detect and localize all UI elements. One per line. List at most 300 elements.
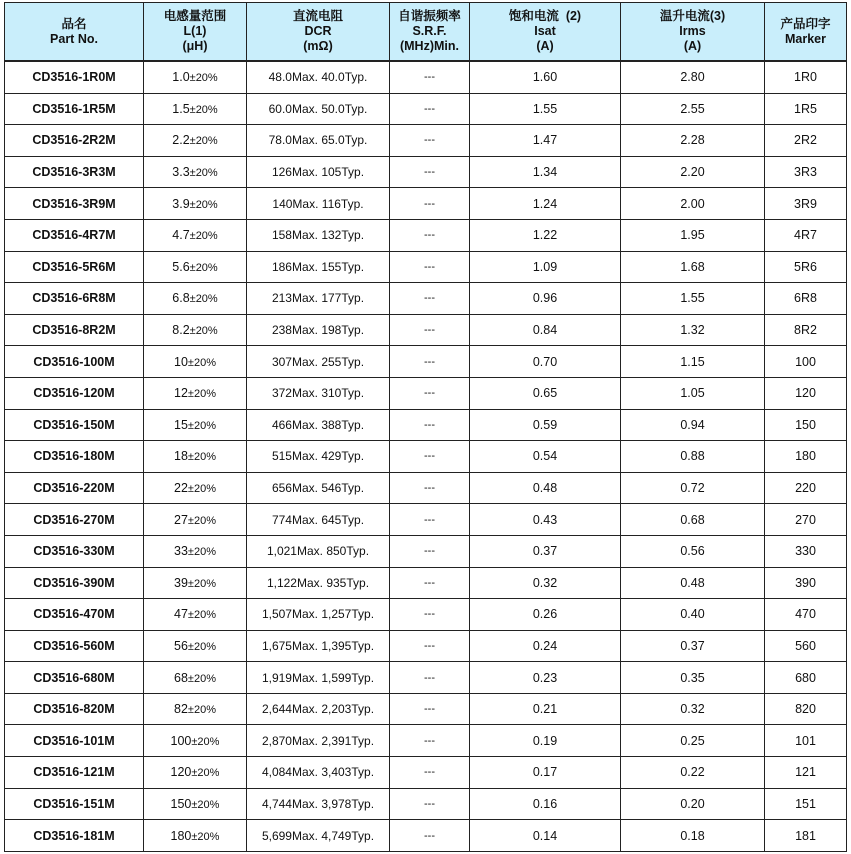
header-dcr-unit: (mΩ) bbox=[303, 39, 333, 53]
dcr-typ-suffix: Typ. bbox=[351, 607, 375, 622]
part-number-cell: CD3516-150M bbox=[5, 409, 144, 441]
inductance-value: 5.6 bbox=[172, 259, 190, 274]
table-row bbox=[5, 125, 847, 157]
dcr-typ-value: 3,403 bbox=[321, 765, 352, 780]
dcr-typ-value: 40.0 bbox=[321, 70, 345, 85]
table-row bbox=[5, 504, 847, 536]
table-row bbox=[5, 535, 847, 567]
part-number-cell: CD3516-1R0M bbox=[5, 61, 144, 93]
dcr-typ-suffix: Typ. bbox=[351, 828, 375, 843]
dcr-max-suffix: Max. bbox=[291, 796, 318, 811]
marker-cell: 270 bbox=[765, 504, 847, 536]
srf-cell: --- bbox=[390, 725, 470, 757]
marker-cell: 6R8 bbox=[765, 283, 847, 315]
isat-cell: 1.24 bbox=[470, 188, 621, 220]
irms-cell: 0.22 bbox=[621, 757, 765, 789]
table-row bbox=[5, 630, 847, 662]
dcr-max-value: 466 bbox=[271, 417, 292, 432]
inductance-value: 3.3 bbox=[172, 165, 190, 180]
inductance-tolerance: ±20% bbox=[187, 704, 216, 717]
part-number-cell: CD3516-180M bbox=[5, 441, 144, 473]
dcr-max-suffix: Max. bbox=[291, 828, 318, 843]
dcr-typ-suffix: Typ. bbox=[344, 70, 368, 85]
srf-cell: --- bbox=[390, 567, 470, 599]
marker-cell: 4R7 bbox=[765, 219, 847, 251]
dcr-max-suffix: Max. bbox=[291, 228, 318, 243]
dcr-cell bbox=[247, 283, 390, 315]
inductance-tolerance: ±20% bbox=[189, 103, 218, 116]
part-number-cell: CD3516-4R7M bbox=[5, 219, 144, 251]
marker-cell: 151 bbox=[765, 788, 847, 820]
header-isat-cn: 饱和电流 (2) bbox=[508, 9, 582, 23]
marker-cell: 390 bbox=[765, 567, 847, 599]
table-row bbox=[5, 93, 847, 125]
dcr-typ-suffix: Typ. bbox=[341, 323, 365, 338]
inductance-tolerance: ±20% bbox=[189, 72, 218, 85]
dcr-typ-suffix: Typ. bbox=[341, 165, 365, 180]
dcr-typ-value: 50.0 bbox=[321, 101, 345, 116]
isat-cell: 0.23 bbox=[470, 662, 621, 694]
header-dcr bbox=[247, 3, 390, 62]
part-number-cell: CD3516-2R2M bbox=[5, 125, 144, 157]
inductance-cell bbox=[144, 314, 247, 346]
inductance-cell bbox=[144, 504, 247, 536]
inductance-cell bbox=[144, 188, 247, 220]
dcr-typ-value: 177 bbox=[321, 291, 342, 306]
srf-cell: --- bbox=[390, 251, 470, 283]
header-srf bbox=[390, 3, 470, 62]
dcr-typ-value: 2,391 bbox=[321, 733, 352, 748]
header-part-no bbox=[5, 3, 144, 62]
marker-cell: 560 bbox=[765, 630, 847, 662]
dcr-typ-suffix: Typ. bbox=[351, 670, 375, 685]
irms-cell: 0.35 bbox=[621, 662, 765, 694]
irms-cell: 1.05 bbox=[621, 377, 765, 409]
header-srf-en: S.R.F. bbox=[412, 24, 447, 38]
dcr-max-value: 4,744 bbox=[261, 796, 292, 811]
dcr-max-value: 2,870 bbox=[261, 733, 292, 748]
srf-cell: --- bbox=[390, 61, 470, 93]
header-inductance-unit: (μH) bbox=[182, 39, 208, 53]
part-number-cell: CD3516-330M bbox=[5, 535, 144, 567]
inductance-cell bbox=[144, 820, 247, 852]
inductance-tolerance: ±20% bbox=[189, 261, 218, 274]
dcr-cell bbox=[247, 472, 390, 504]
dcr-max-value: 213 bbox=[271, 291, 292, 306]
dcr-max-suffix: Max. bbox=[291, 323, 318, 338]
inductance-value: 120 bbox=[170, 765, 192, 780]
dcr-max-suffix: Max. bbox=[291, 670, 318, 685]
inductance-tolerance: ±20% bbox=[191, 735, 220, 748]
dcr-cell bbox=[247, 377, 390, 409]
dcr-cell bbox=[247, 535, 390, 567]
srf-cell: --- bbox=[390, 188, 470, 220]
dcr-cell bbox=[247, 188, 390, 220]
dcr-typ-value: 388 bbox=[321, 417, 342, 432]
srf-cell: --- bbox=[390, 283, 470, 315]
marker-cell: 120 bbox=[765, 377, 847, 409]
irms-cell: 1.95 bbox=[621, 219, 765, 251]
table-row bbox=[5, 788, 847, 820]
isat-cell: 0.65 bbox=[470, 377, 621, 409]
srf-cell: --- bbox=[390, 662, 470, 694]
isat-cell: 0.26 bbox=[470, 599, 621, 631]
srf-cell: --- bbox=[390, 599, 470, 631]
dcr-typ-suffix: Typ. bbox=[341, 481, 365, 496]
marker-cell: 3R3 bbox=[765, 156, 847, 188]
inductance-value: 12 bbox=[174, 386, 188, 401]
dcr-cell bbox=[247, 599, 390, 631]
dcr-typ-suffix: Typ. bbox=[341, 228, 365, 243]
inductance-tolerance: ±20% bbox=[187, 514, 216, 527]
header-isat-en: Isat bbox=[534, 24, 556, 38]
dcr-cell bbox=[247, 93, 390, 125]
dcr-max-suffix: Max. bbox=[291, 765, 318, 780]
inductance-tolerance: ±20% bbox=[187, 609, 216, 622]
marker-cell: 5R6 bbox=[765, 251, 847, 283]
dcr-max-value: 1,507 bbox=[261, 607, 292, 622]
marker-cell: 100 bbox=[765, 346, 847, 378]
isat-cell: 0.17 bbox=[470, 757, 621, 789]
isat-cell: 0.96 bbox=[470, 283, 621, 315]
part-number-cell: CD3516-220M bbox=[5, 472, 144, 504]
srf-cell: --- bbox=[390, 125, 470, 157]
dcr-cell bbox=[247, 346, 390, 378]
inductance-tolerance: ±20% bbox=[187, 451, 216, 464]
irms-cell: 0.20 bbox=[621, 788, 765, 820]
part-number-cell: CD3516-470M bbox=[5, 599, 144, 631]
inductance-value: 10 bbox=[174, 354, 188, 369]
dcr-typ-suffix: Typ. bbox=[341, 354, 365, 369]
dcr-cell bbox=[247, 441, 390, 473]
inductance-cell bbox=[144, 567, 247, 599]
isat-cell: 0.14 bbox=[470, 820, 621, 852]
dcr-max-suffix: Max. bbox=[291, 417, 318, 432]
table-row bbox=[5, 472, 847, 504]
dcr-typ-suffix: Typ. bbox=[341, 512, 365, 527]
inductance-tolerance: ±20% bbox=[189, 167, 218, 180]
marker-cell: 8R2 bbox=[765, 314, 847, 346]
inductance-value: 15 bbox=[174, 417, 188, 432]
inductance-value: 6.8 bbox=[172, 291, 190, 306]
marker-cell: 470 bbox=[765, 599, 847, 631]
inductance-cell bbox=[144, 788, 247, 820]
inductance-value: 39 bbox=[174, 575, 188, 590]
dcr-typ-suffix: Typ. bbox=[341, 291, 365, 306]
irms-cell: 0.88 bbox=[621, 441, 765, 473]
dcr-max-value: 78.0 bbox=[268, 133, 292, 148]
dcr-typ-suffix: Typ. bbox=[341, 449, 365, 464]
inductance-tolerance: ±20% bbox=[187, 483, 216, 496]
irms-cell: 0.68 bbox=[621, 504, 765, 536]
marker-cell: 680 bbox=[765, 662, 847, 694]
isat-cell: 1.60 bbox=[470, 61, 621, 93]
isat-cell: 1.34 bbox=[470, 156, 621, 188]
inductance-value: 4.7 bbox=[172, 228, 190, 243]
dcr-max-suffix: Max. bbox=[291, 133, 318, 148]
dcr-typ-value: 65.0 bbox=[321, 133, 345, 148]
dcr-max-value: 307 bbox=[271, 354, 292, 369]
srf-cell: --- bbox=[390, 409, 470, 441]
dcr-max-value: 186 bbox=[271, 259, 292, 274]
dcr-max-suffix: Max. bbox=[291, 638, 318, 653]
inductance-value: 47 bbox=[174, 607, 188, 622]
table-row bbox=[5, 693, 847, 725]
dcr-cell bbox=[247, 251, 390, 283]
dcr-max-value: 158 bbox=[271, 228, 292, 243]
isat-cell: 0.48 bbox=[470, 472, 621, 504]
dcr-typ-value: 850 bbox=[326, 544, 347, 559]
srf-cell: --- bbox=[390, 346, 470, 378]
dcr-max-suffix: Max. bbox=[291, 291, 318, 306]
irms-cell: 0.40 bbox=[621, 599, 765, 631]
dcr-max-value: 140 bbox=[272, 196, 293, 211]
inductance-value: 82 bbox=[174, 702, 188, 717]
marker-cell: 150 bbox=[765, 409, 847, 441]
dcr-cell bbox=[247, 156, 390, 188]
dcr-typ-value: 1,257 bbox=[321, 607, 352, 622]
isat-cell: 0.70 bbox=[470, 346, 621, 378]
table-row bbox=[5, 156, 847, 188]
dcr-typ-value: 105 bbox=[321, 165, 342, 180]
irms-cell: 0.94 bbox=[621, 409, 765, 441]
irms-cell: 0.32 bbox=[621, 693, 765, 725]
dcr-typ-suffix: Typ. bbox=[351, 638, 375, 653]
dcr-max-value: 5,699 bbox=[261, 828, 292, 843]
marker-cell: 181 bbox=[765, 820, 847, 852]
dcr-cell bbox=[247, 61, 390, 93]
dcr-max-value: 60.0 bbox=[268, 101, 292, 116]
dcr-typ-suffix: Typ. bbox=[341, 386, 365, 401]
isat-cell: 1.09 bbox=[470, 251, 621, 283]
dcr-typ-value: 198 bbox=[321, 323, 342, 338]
dcr-max-value: 774 bbox=[271, 512, 292, 527]
dcr-max-suffix: Max. bbox=[291, 259, 318, 274]
isat-cell: 0.54 bbox=[470, 441, 621, 473]
dcr-cell bbox=[247, 314, 390, 346]
dcr-max-value: 2,644 bbox=[261, 702, 292, 717]
marker-cell: 1R0 bbox=[765, 61, 847, 93]
dcr-max-value: 48.0 bbox=[268, 70, 292, 85]
inductance-tolerance: ±20% bbox=[189, 135, 218, 148]
irms-cell: 2.00 bbox=[621, 188, 765, 220]
part-number-cell: CD3516-6R8M bbox=[5, 283, 144, 315]
marker-cell: 3R9 bbox=[765, 188, 847, 220]
marker-cell: 1R5 bbox=[765, 93, 847, 125]
irms-cell: 0.56 bbox=[621, 535, 765, 567]
dcr-max-suffix: Max. bbox=[291, 386, 318, 401]
table-row bbox=[5, 188, 847, 220]
header-isat-unit: (A) bbox=[536, 39, 554, 53]
inductance-tolerance: ±20% bbox=[189, 293, 218, 306]
header-srf-cn: 自谐振频率 bbox=[398, 9, 461, 23]
header-dcr-cn: 直流电阻 bbox=[292, 9, 343, 23]
isat-cell: 0.32 bbox=[470, 567, 621, 599]
dcr-max-value: 372 bbox=[271, 386, 292, 401]
isat-cell: 0.43 bbox=[470, 504, 621, 536]
dcr-max-value: 515 bbox=[271, 449, 292, 464]
dcr-typ-suffix: Typ. bbox=[346, 544, 370, 559]
inductance-cell bbox=[144, 535, 247, 567]
inductance-value: 1.5 bbox=[172, 101, 190, 116]
table-row bbox=[5, 346, 847, 378]
dcr-cell bbox=[247, 409, 390, 441]
dcr-typ-suffix: Typ. bbox=[340, 196, 364, 211]
part-number-cell: CD3516-100M bbox=[5, 346, 144, 378]
dcr-max-suffix: Max. bbox=[296, 575, 323, 590]
dcr-max-value: 656 bbox=[271, 481, 292, 496]
table-row bbox=[5, 599, 847, 631]
dcr-typ-suffix: Typ. bbox=[341, 417, 365, 432]
inductance-value: 8.2 bbox=[172, 323, 190, 338]
isat-cell: 0.37 bbox=[470, 535, 621, 567]
inductance-cell bbox=[144, 599, 247, 631]
dcr-max-suffix: Max. bbox=[291, 733, 318, 748]
isat-cell: 0.19 bbox=[470, 725, 621, 757]
inductance-cell bbox=[144, 251, 247, 283]
srf-cell: --- bbox=[390, 693, 470, 725]
table-row bbox=[5, 567, 847, 599]
part-number-cell: CD3516-121M bbox=[5, 757, 144, 789]
inductance-tolerance: ±20% bbox=[187, 577, 216, 590]
inductance-tolerance: ±20% bbox=[187, 672, 216, 685]
inductance-tolerance: ±20% bbox=[187, 640, 216, 653]
dcr-max-value: 1,919 bbox=[261, 670, 292, 685]
header-irms bbox=[621, 3, 765, 62]
header-marker-cn: 产品印字 bbox=[780, 16, 831, 31]
dcr-typ-value: 935 bbox=[326, 575, 347, 590]
dcr-cell bbox=[247, 725, 390, 757]
srf-cell: --- bbox=[390, 377, 470, 409]
inductance-cell bbox=[144, 757, 247, 789]
table-body bbox=[5, 61, 847, 851]
dcr-typ-suffix: Typ. bbox=[351, 733, 375, 748]
dcr-max-suffix: Max. bbox=[291, 70, 318, 85]
dcr-max-value: 238 bbox=[271, 323, 292, 338]
inductance-tolerance: ±20% bbox=[187, 388, 216, 401]
isat-cell: 0.84 bbox=[470, 314, 621, 346]
inductance-cell bbox=[144, 662, 247, 694]
header-isat bbox=[470, 3, 621, 62]
part-number-cell: CD3516-151M bbox=[5, 788, 144, 820]
irms-cell: 1.15 bbox=[621, 346, 765, 378]
inductance-tolerance: ±20% bbox=[189, 198, 218, 211]
inductance-cell bbox=[144, 346, 247, 378]
inductance-cell bbox=[144, 93, 247, 125]
dcr-typ-value: 255 bbox=[321, 354, 342, 369]
dcr-cell bbox=[247, 820, 390, 852]
marker-cell: 820 bbox=[765, 693, 847, 725]
inductance-value: 3.9 bbox=[172, 196, 190, 211]
inductance-cell bbox=[144, 377, 247, 409]
inductance-cell bbox=[144, 630, 247, 662]
dcr-typ-suffix: Typ. bbox=[341, 259, 365, 274]
dcr-cell bbox=[247, 662, 390, 694]
inductance-value: 1.0 bbox=[172, 70, 190, 85]
table-row bbox=[5, 441, 847, 473]
inductance-cell bbox=[144, 61, 247, 93]
table-row bbox=[5, 725, 847, 757]
header-irms-unit: (A) bbox=[683, 39, 702, 53]
part-number-cell: CD3516-1R5M bbox=[5, 93, 144, 125]
srf-cell: --- bbox=[390, 219, 470, 251]
marker-cell: 121 bbox=[765, 757, 847, 789]
isat-cell: 0.21 bbox=[470, 693, 621, 725]
dcr-cell bbox=[247, 693, 390, 725]
inductance-tolerance: ±20% bbox=[187, 546, 216, 559]
dcr-typ-suffix: Typ. bbox=[346, 575, 370, 590]
dcr-max-suffix: Max. bbox=[291, 607, 318, 622]
header-irms-cn: 温升电流(3) bbox=[659, 9, 726, 23]
dcr-max-suffix: Max. bbox=[291, 449, 318, 464]
irms-cell: 2.80 bbox=[621, 61, 765, 93]
dcr-max-value: 1,021 bbox=[266, 544, 297, 559]
table-row bbox=[5, 409, 847, 441]
dcr-cell bbox=[247, 567, 390, 599]
part-number-cell: CD3516-820M bbox=[5, 693, 144, 725]
inductance-tolerance: ±20% bbox=[191, 767, 220, 780]
irms-cell: 0.37 bbox=[621, 630, 765, 662]
irms-cell: 0.25 bbox=[621, 725, 765, 757]
header-inductance-cn: 电感量范围 bbox=[163, 9, 227, 23]
inductance-value: 18 bbox=[174, 449, 188, 464]
dcr-max-suffix: Max. bbox=[291, 512, 318, 527]
isat-cell: 0.16 bbox=[470, 788, 621, 820]
part-number-cell: CD3516-3R9M bbox=[5, 188, 144, 220]
part-number-cell: CD3516-101M bbox=[5, 725, 144, 757]
dcr-typ-value: 155 bbox=[321, 259, 342, 274]
table-row bbox=[5, 251, 847, 283]
dcr-typ-value: 2,203 bbox=[321, 702, 352, 717]
dcr-max-suffix: Max. bbox=[291, 702, 318, 717]
table-row bbox=[5, 61, 847, 93]
srf-cell: --- bbox=[390, 156, 470, 188]
header-marker bbox=[765, 3, 847, 62]
inductance-tolerance: ±20% bbox=[187, 356, 216, 369]
dcr-typ-suffix: Typ. bbox=[344, 133, 368, 148]
inductance-value: 180 bbox=[170, 828, 192, 843]
dcr-typ-value: 310 bbox=[321, 386, 342, 401]
irms-cell: 2.28 bbox=[621, 125, 765, 157]
header-irms-en: Irms bbox=[679, 24, 706, 38]
dcr-max-suffix: Max. bbox=[292, 196, 319, 211]
irms-cell: 1.32 bbox=[621, 314, 765, 346]
inductance-cell bbox=[144, 283, 247, 315]
isat-cell: 0.59 bbox=[470, 409, 621, 441]
header-dcr-en: DCR bbox=[304, 24, 332, 38]
inductance-value: 68 bbox=[174, 670, 188, 685]
header-srf-unit: (MHz)Min. bbox=[399, 39, 459, 53]
srf-cell: --- bbox=[390, 630, 470, 662]
dcr-max-value: 4,084 bbox=[261, 765, 292, 780]
table-row bbox=[5, 219, 847, 251]
dcr-typ-suffix: Typ. bbox=[351, 765, 375, 780]
part-number-cell: CD3516-390M bbox=[5, 567, 144, 599]
dcr-typ-value: 3,978 bbox=[321, 796, 352, 811]
table-row bbox=[5, 314, 847, 346]
dcr-cell bbox=[247, 788, 390, 820]
inductance-cell bbox=[144, 125, 247, 157]
inductance-tolerance: ±20% bbox=[191, 830, 220, 843]
dcr-typ-value: 132 bbox=[321, 228, 342, 243]
dcr-typ-value: 4,749 bbox=[321, 828, 352, 843]
inductance-cell bbox=[144, 725, 247, 757]
header-part-no-en: Part No. bbox=[50, 31, 98, 46]
table-row bbox=[5, 283, 847, 315]
dcr-max-suffix: Max. bbox=[296, 544, 323, 559]
dcr-typ-value: 116 bbox=[321, 196, 341, 211]
dcr-typ-value: 429 bbox=[321, 449, 342, 464]
